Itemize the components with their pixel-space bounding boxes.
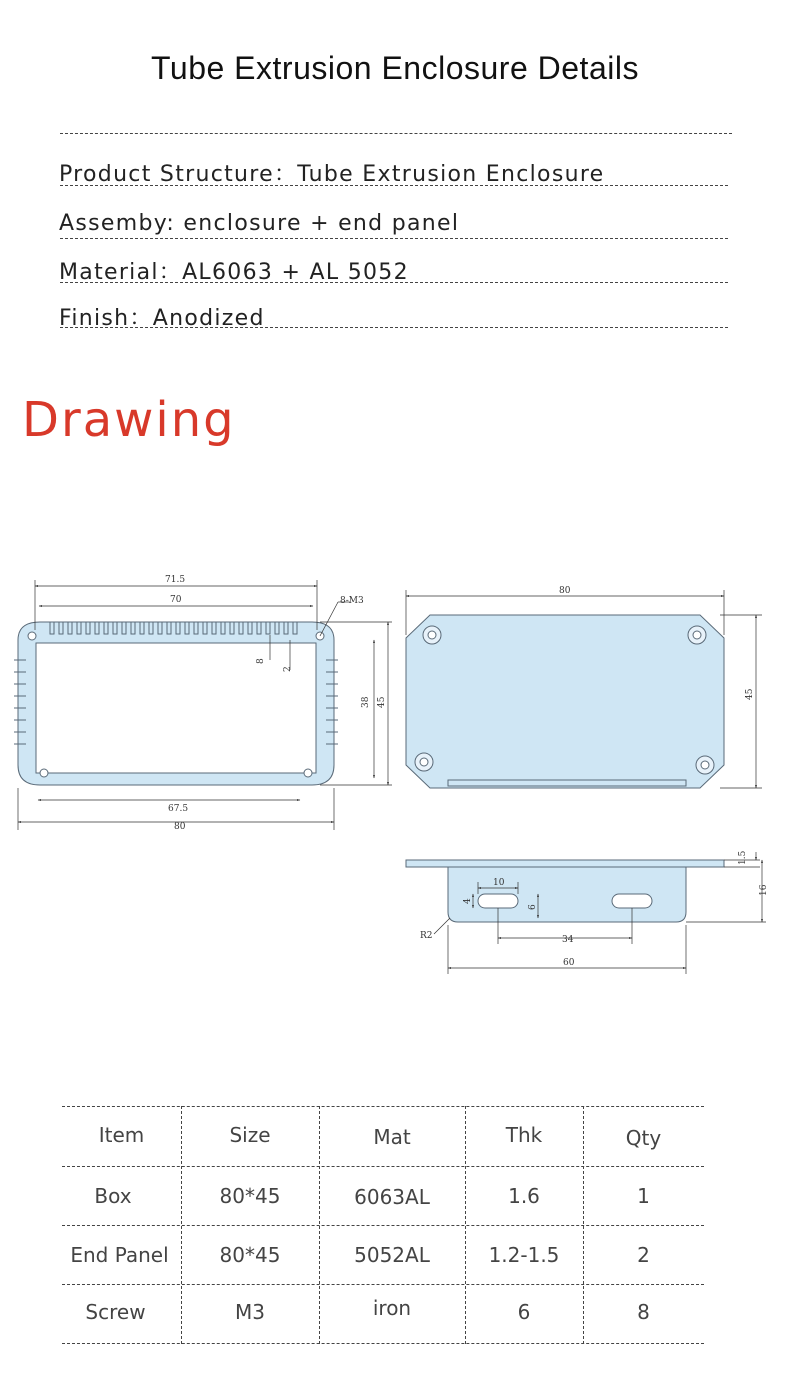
- dim-screw: 8-M3: [340, 596, 364, 606]
- drawing-heading: Drawing: [22, 392, 236, 448]
- table-header: Size: [229, 1123, 271, 1147]
- table-line: [62, 1106, 704, 1107]
- table-line: [62, 1225, 704, 1226]
- end-panel: [406, 615, 724, 788]
- table-header: Thk: [505, 1123, 543, 1147]
- bracket-dim-34: 34: [562, 935, 574, 945]
- table-header: Qty: [625, 1126, 662, 1150]
- spec-assembly: Assemby: enclosure + end panel: [59, 211, 460, 236]
- bracket-dim-10: 10: [493, 878, 505, 888]
- divider: [60, 185, 728, 186]
- dim-45: 45: [377, 696, 387, 708]
- table-line: [62, 1343, 704, 1344]
- dim-80: 80: [174, 822, 186, 832]
- bracket-plate: [406, 860, 724, 922]
- table-line: [62, 1166, 704, 1167]
- table-cell: 6063AL: [354, 1185, 430, 1209]
- table-cell: M3: [235, 1300, 265, 1324]
- table-line: [62, 1284, 704, 1285]
- technical-drawing: [0, 560, 790, 1000]
- table-cell: iron: [372, 1296, 412, 1320]
- spec-material: Material：AL6063 + AL 5052: [59, 260, 409, 285]
- spec-finish: Finish：Anodized: [59, 306, 265, 331]
- table-cell: 80*45: [219, 1184, 281, 1208]
- table-cell: 1: [637, 1184, 650, 1208]
- panel-dim-45: 45: [745, 688, 755, 700]
- bracket-radius: R2: [420, 931, 433, 941]
- dim-38: 38: [361, 696, 371, 708]
- table-cell: 8: [637, 1300, 650, 1324]
- table-header: Item: [98, 1123, 145, 1147]
- dim-70: 70: [170, 595, 182, 605]
- extrusion-profile: [14, 622, 338, 785]
- parts-table: [62, 1106, 704, 1344]
- table-cell: 80*45: [219, 1243, 281, 1267]
- bracket-dim-16: 16: [759, 884, 769, 896]
- table-cell: 6: [517, 1300, 531, 1324]
- table-cell: 1.6: [508, 1184, 540, 1208]
- bracket-dim-4: 4: [463, 898, 473, 904]
- dim-8: 8: [256, 658, 266, 664]
- table-cell: 1.2-1.5: [488, 1243, 560, 1267]
- table-header: Mat: [373, 1125, 411, 1149]
- bracket-dim-1-5: 1.5: [738, 850, 748, 865]
- table-cell: 2: [637, 1243, 650, 1267]
- panel-dim-80: 80: [559, 586, 571, 596]
- bracket-dim-6: 6: [528, 904, 538, 910]
- bracket-dim-60: 60: [563, 958, 575, 968]
- table-cell: End Panel: [70, 1243, 169, 1267]
- divider: [60, 133, 732, 134]
- table-cell: Box: [94, 1184, 132, 1208]
- table-cell: 5052AL: [354, 1243, 430, 1267]
- table-cell: Screw: [85, 1300, 146, 1324]
- divider: [60, 327, 728, 328]
- dim-67-5: 67.5: [168, 804, 189, 814]
- page-title: Tube Extrusion Enclosure Details: [151, 50, 639, 86]
- divider: [60, 238, 728, 239]
- divider: [60, 282, 728, 283]
- spec-structure: Product Structure：Tube Extrusion Enclosure: [59, 162, 605, 187]
- dim-71-5: 71.5: [165, 575, 186, 585]
- dim-2: 2: [283, 666, 293, 672]
